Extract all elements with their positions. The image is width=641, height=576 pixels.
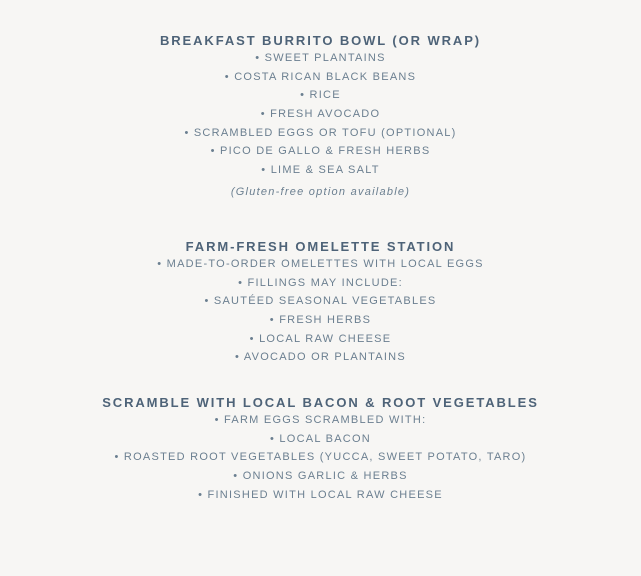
list-item: • FRESH HERBS xyxy=(269,314,372,327)
list-item: • FILLINGS MAY INCLUDE: xyxy=(238,276,403,289)
list-item: • RICE xyxy=(300,89,341,102)
gluten-free-note: (Gluten-free option available) xyxy=(230,185,411,198)
item-list xyxy=(0,411,641,504)
menu-section-bacon-scramble xyxy=(0,395,641,504)
list-item: • COSTA RICAN BLACK BEANS xyxy=(224,70,417,83)
list-item: • SAUTÉED SEASONAL VEGETABLES xyxy=(204,295,437,308)
menu-section-breakfast-burrito-bowl xyxy=(0,33,641,201)
item-list xyxy=(0,255,641,367)
item-list xyxy=(0,49,641,180)
list-item: • LOCAL RAW CHEESE xyxy=(249,332,392,345)
list-item: • LOCAL BACON xyxy=(270,432,371,445)
list-item: • LIME & SEA SALT xyxy=(261,164,380,177)
list-item: • FRESH AVOCADO xyxy=(260,108,381,121)
list-item: • MADE-TO-ORDER OMELETTES WITH LOCAL EGGS xyxy=(157,258,484,270)
list-item: • SWEET PLANTAINS xyxy=(255,52,386,64)
section-title: FARM-FRESH OMELETTE STATION xyxy=(185,239,456,254)
list-item: • ONIONS GARLIC & HERBS xyxy=(233,470,408,483)
section-title: SCRAMBLE WITH LOCAL BACON & ROOT VEGETABLES xyxy=(102,395,539,410)
list-item: • AVOCADO OR PLANTAINS xyxy=(235,351,406,364)
list-item: • PICO DE GALLO & FRESH HERBS xyxy=(210,145,431,158)
section-title: BREAKFAST BURRITO BOWL (OR WRAP) xyxy=(159,33,482,48)
list-item: • FINISHED WITH LOCAL RAW CHEESE xyxy=(198,488,443,501)
list-item: • ROASTED ROOT VEGETABLES (YUCCA, SWEET POTATO, TARO) xyxy=(114,451,527,464)
list-item: • FARM EGGS SCRAMBLED WITH: xyxy=(214,414,427,426)
list-item: • SCRAMBLED EGGS OR TOFU (OPTIONAL) xyxy=(184,126,457,139)
menu-section-omelette-station xyxy=(0,239,641,367)
